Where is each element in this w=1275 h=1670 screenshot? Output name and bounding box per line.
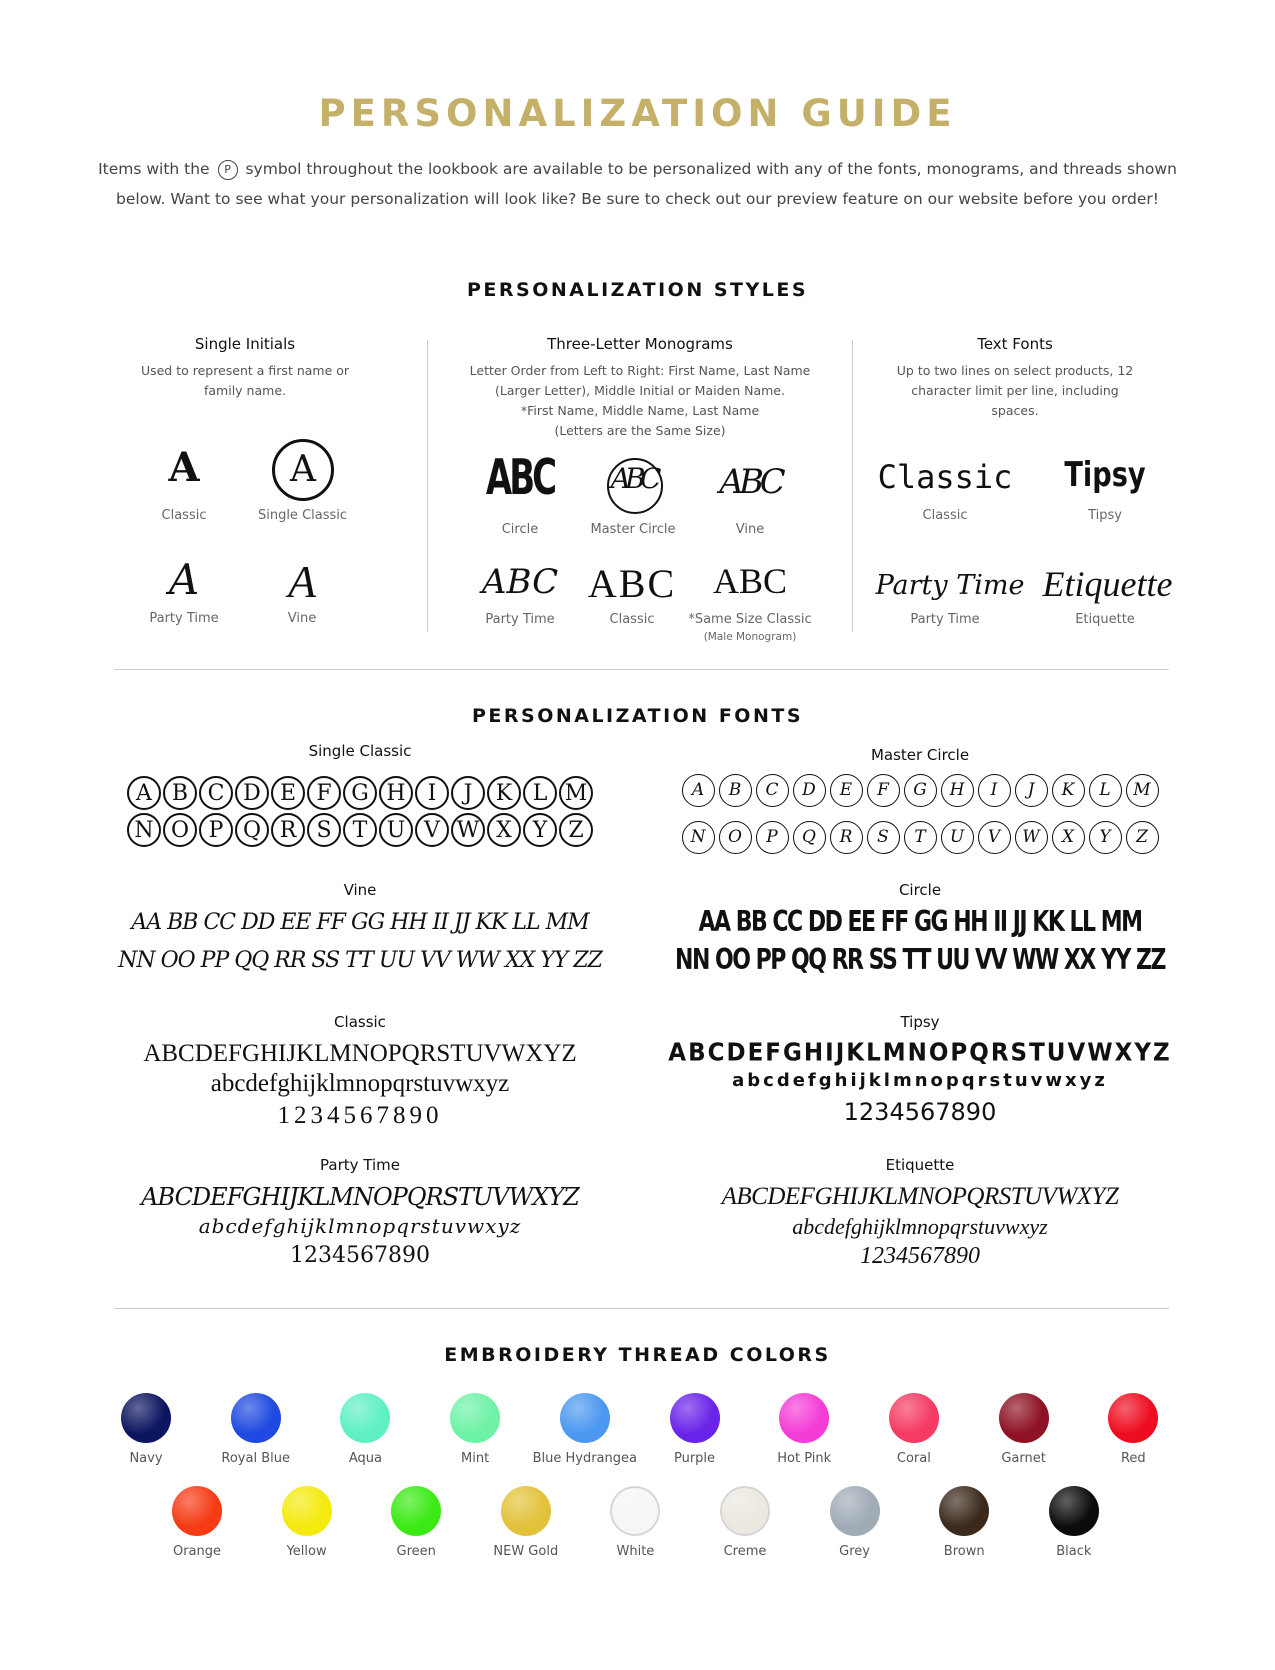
- font-sample-letter: N: [127, 813, 161, 847]
- font-sample-letter: Y: [523, 813, 557, 847]
- single-circle-sample: [272, 439, 334, 501]
- monogram-circle-sample: ABC: [485, 449, 555, 507]
- thread-swatch: [939, 1486, 989, 1536]
- thread-color-label: Purple: [673, 1451, 716, 1466]
- font-sample-letter: A: [127, 776, 161, 810]
- font-sample-letter: V: [978, 821, 1011, 854]
- thread-swatch: [121, 1393, 171, 1443]
- thread-color-item: [640, 1393, 750, 1466]
- text-tipsy-label: Tipsy: [1088, 508, 1122, 523]
- font-sample-letter: M: [1126, 774, 1159, 807]
- thread-color-label: Yellow: [286, 1544, 327, 1559]
- text-classic-sample: Classic: [877, 458, 1013, 496]
- thread-color-label: Red: [1120, 1451, 1146, 1466]
- font-sample-letter: K: [1052, 774, 1085, 807]
- intro-before: Items with the: [98, 160, 210, 178]
- column-divider: [852, 340, 853, 632]
- thread-color-item: [420, 1393, 530, 1466]
- thread-swatch: [391, 1486, 441, 1536]
- thread-color-item: [201, 1393, 311, 1466]
- font-single-classic-title: Single Classic: [308, 742, 412, 760]
- font-sample-letter: Z: [1126, 821, 1159, 854]
- thread-color-item: [909, 1486, 1019, 1559]
- font-sample-letter: T: [904, 821, 937, 854]
- thread-swatch: [779, 1393, 829, 1443]
- personalize-symbol-icon: P: [218, 160, 238, 180]
- font-single-classic-row1: [100, 776, 620, 810]
- monogram-samesize-label: *Same Size Classic: [688, 612, 812, 627]
- monogram-partytime-sample: ABC: [481, 562, 559, 602]
- thread-color-item: [1019, 1486, 1129, 1559]
- monograms-title: Three-Letter Monograms: [547, 335, 733, 353]
- monogram-samesize-sample: ABC: [712, 561, 788, 601]
- font-sample-letter: C: [756, 774, 789, 807]
- monogram-samesize-sublabel: (Male Monogram): [703, 631, 797, 643]
- thread-color-label: Hot Pink: [777, 1451, 832, 1466]
- text-partytime-sample: Party Time: [875, 570, 1025, 601]
- thread-swatch: [830, 1486, 880, 1536]
- font-sample-letter: B: [719, 774, 752, 807]
- monogram-master-circle-ring: [607, 458, 663, 514]
- threads-heading: EMBROIDERY THREAD COLORS: [444, 1344, 831, 1366]
- font-sample-letter: O: [719, 821, 752, 854]
- font-partytime-lower: abcdefghijklmnopqrstuvwxyz: [198, 1214, 522, 1238]
- section-divider: [114, 669, 1169, 670]
- monogram-classic-label: Classic: [609, 612, 655, 627]
- font-sample-letter: S: [867, 821, 900, 854]
- fonts-heading: PERSONALIZATION FONTS: [471, 705, 804, 727]
- font-sample-letter: R: [271, 813, 305, 847]
- font-sample-letter: I: [415, 776, 449, 810]
- thread-color-item: [310, 1393, 420, 1466]
- thread-swatch: [282, 1486, 332, 1536]
- thread-color-item: [361, 1486, 471, 1559]
- single-vine-sample: A: [287, 556, 317, 607]
- thread-swatch: [501, 1486, 551, 1536]
- font-sample-letter: K: [487, 776, 521, 810]
- font-partytime-digits: 1234567890: [290, 1243, 430, 1268]
- font-sample-letter: G: [904, 774, 937, 807]
- font-sample-letter: E: [830, 774, 863, 807]
- thread-color-label: White: [616, 1544, 655, 1559]
- intro-after: symbol throughout the lookbook are available to be personalized with any of the fonts, monograms, and threads shown below. Want to see what your personalization will look like? Be sure to check out our preview feature on our website before you order!: [116, 160, 1177, 208]
- thread-color-item: [1078, 1393, 1188, 1466]
- thread-swatch: [670, 1393, 720, 1443]
- thread-color-item: [800, 1486, 910, 1559]
- intro-text: [90, 154, 1185, 214]
- thread-color-item: [859, 1393, 969, 1466]
- styles-heading: PERSONALIZATION STYLES: [466, 279, 809, 301]
- font-vine-title: Vine: [343, 881, 377, 899]
- thread-swatch: [889, 1393, 939, 1443]
- font-sample-letter: P: [199, 813, 233, 847]
- text-fonts-desc: Up to two lines on select products, 12 character limit per line, including spaces.: [896, 363, 1134, 418]
- font-sample-letter: J: [1015, 774, 1048, 807]
- thread-color-label: Coral: [896, 1451, 931, 1466]
- font-sample-letter: F: [867, 774, 900, 807]
- font-master-circle-row1: [660, 774, 1180, 807]
- font-sample-letter: C: [199, 776, 233, 810]
- font-classic-lower: abcdefghijklmnopqrstuvwxyz: [210, 1070, 510, 1097]
- font-classic-digits: 1234567890: [277, 1102, 443, 1129]
- font-sample-letter: R: [830, 821, 863, 854]
- thread-swatch: [1049, 1486, 1099, 1536]
- thread-color-item: [530, 1393, 640, 1466]
- font-etiquette-title: Etiquette: [885, 1156, 955, 1174]
- font-sample-letter: M: [559, 776, 593, 810]
- thread-swatch: [560, 1393, 610, 1443]
- single-initials-desc: Used to represent a first name or family name.: [140, 363, 350, 398]
- font-partytime-upper: ABCDEFGHIJKLMNOPQRSTUVWXYZ: [141, 1183, 579, 1211]
- monogram-circle-label: Circle: [501, 522, 539, 537]
- font-sample-letter: X: [1052, 821, 1085, 854]
- thread-color-item: [252, 1486, 362, 1559]
- font-etiquette-upper: ABCDEFGHIJKLMNOPQRSTUVWXYZ: [721, 1183, 1119, 1210]
- thread-color-label: Creme: [723, 1544, 767, 1559]
- font-sample-letter: Z: [559, 813, 593, 847]
- font-classic-title: Classic: [334, 1013, 386, 1031]
- text-partytime-label: Party Time: [910, 612, 980, 627]
- font-sample-letter: U: [379, 813, 413, 847]
- thread-color-label: Garnet: [1001, 1451, 1046, 1466]
- font-classic-upper: ABCDEFGHIJKLMNOPQRSTUVWXYZ: [143, 1040, 577, 1067]
- font-circle-title: Circle: [898, 881, 942, 899]
- font-sample-letter: W: [451, 813, 485, 847]
- font-etiquette-lower: abcdefghijklmnopqrstuvwxyz: [792, 1214, 1048, 1239]
- column-divider: [427, 340, 428, 632]
- font-sample-letter: Q: [793, 821, 826, 854]
- monogram-master-circle-label: Master Circle: [590, 522, 676, 537]
- text-fonts-title: Text Fonts: [977, 335, 1053, 353]
- thread-swatch: [450, 1393, 500, 1443]
- thread-color-item: [91, 1393, 201, 1466]
- monograms-desc2: *First Name, Middle Name, Last Name: [520, 403, 760, 418]
- section-divider: [114, 1308, 1169, 1309]
- font-single-classic-row2: [100, 813, 620, 847]
- font-sample-letter: V: [415, 813, 449, 847]
- font-tipsy-upper: ABCDEFGHIJKLMNOPQRSTUVWXYZ: [668, 1038, 1172, 1068]
- font-sample-letter: N: [682, 821, 715, 854]
- font-sample-letter: I: [978, 774, 1011, 807]
- single-partytime-label: Party Time: [149, 611, 219, 626]
- thread-color-label: Navy: [129, 1451, 163, 1466]
- thread-color-label: Black: [1056, 1544, 1092, 1559]
- thread-color-label: NEW Gold: [493, 1544, 559, 1559]
- font-sample-letter: A: [682, 774, 715, 807]
- font-sample-letter: J: [451, 776, 485, 810]
- monogram-vine-label: Vine: [735, 522, 765, 537]
- thread-color-label: Aqua: [348, 1451, 382, 1466]
- monogram-partytime-label: Party Time: [485, 612, 555, 627]
- font-sample-letter: U: [941, 821, 974, 854]
- thread-color-item: [142, 1486, 252, 1559]
- single-classic-sample: A: [168, 444, 200, 491]
- font-sample-letter: F: [307, 776, 341, 810]
- font-master-circle-row2: [660, 821, 1180, 854]
- thread-color-label: Mint: [461, 1451, 490, 1466]
- text-etiquette-label: Etiquette: [1075, 612, 1135, 627]
- font-circle-row1: AA BB CC DD EE FF GG HH II JJ KK LL MM: [698, 906, 1142, 939]
- text-tipsy-sample: Tipsy: [1064, 455, 1146, 495]
- font-sample-letter: G: [343, 776, 377, 810]
- text-etiquette-sample: Etiquette: [1042, 564, 1173, 604]
- thread-color-item: [690, 1486, 800, 1559]
- monogram-classic-sample: ABC: [587, 561, 677, 606]
- font-sample-letter: D: [235, 776, 269, 810]
- thread-color-label: Blue Hydrangea: [532, 1451, 637, 1466]
- thread-row-2: [0, 1486, 1275, 1559]
- thread-swatch: [1108, 1393, 1158, 1443]
- monograms-desc1: Letter Order from Left to Right: First Name, Last Name (Larger Letter), Middle Initial or Maiden Name.: [469, 363, 811, 398]
- font-circle-row2: NN OO PP QQ RR SS TT UU VV WW XX YY ZZ: [675, 944, 1165, 977]
- thread-swatch: [231, 1393, 281, 1443]
- thread-color-item: [969, 1393, 1079, 1466]
- single-initials-title: Single Initials: [194, 335, 296, 353]
- thread-color-label: Green: [396, 1544, 436, 1559]
- thread-color-label: Royal Blue: [221, 1451, 290, 1466]
- font-sample-letter: S: [307, 813, 341, 847]
- single-partytime-sample: A: [168, 555, 200, 604]
- font-sample-letter: H: [941, 774, 974, 807]
- font-partytime-title: Party Time: [320, 1156, 400, 1174]
- thread-color-label: Brown: [943, 1544, 985, 1559]
- font-sample-letter: L: [1089, 774, 1122, 807]
- font-sample-letter: B: [163, 776, 197, 810]
- thread-swatch: [610, 1486, 660, 1536]
- thread-row-1: [0, 1393, 1275, 1466]
- thread-swatch: [172, 1486, 222, 1536]
- single-classic-label: Classic: [161, 508, 207, 523]
- font-etiquette-digits: 1234567890: [860, 1243, 980, 1269]
- font-sample-letter: L: [523, 776, 557, 810]
- text-classic-label: Classic: [922, 508, 968, 523]
- font-sample-letter: O: [163, 813, 197, 847]
- font-sample-letter: W: [1015, 821, 1048, 854]
- thread-swatch: [720, 1486, 770, 1536]
- single-circle-label: Single Classic: [257, 508, 348, 523]
- font-sample-letter: X: [487, 813, 521, 847]
- page-title: PERSONALIZATION GUIDE: [318, 92, 957, 135]
- thread-color-label: Grey: [839, 1544, 870, 1559]
- font-sample-letter: T: [343, 813, 377, 847]
- thread-swatch: [999, 1393, 1049, 1443]
- font-sample-letter: E: [271, 776, 305, 810]
- font-tipsy-title: Tipsy: [900, 1013, 940, 1031]
- font-sample-letter: H: [379, 776, 413, 810]
- font-vine-row1: AA BB CC DD EE FF GG HH II JJ KK LL MM: [131, 910, 589, 935]
- font-master-circle-title: Master Circle: [870, 746, 970, 764]
- thread-color-label: Orange: [172, 1544, 222, 1559]
- thread-swatch: [340, 1393, 390, 1443]
- font-vine-row2: NN OO PP QQ RR SS TT UU VV WW XX YY ZZ: [118, 948, 602, 973]
- monogram-vine-sample: ABC: [719, 462, 781, 502]
- monogram-master-circle-sample: ABC: [610, 462, 656, 495]
- font-sample-letter: P: [756, 821, 789, 854]
- single-circle-glyph: A: [290, 449, 316, 490]
- font-tipsy-lower: abcdefghijklmnopqrstuvwxyz: [732, 1070, 1108, 1091]
- thread-color-item: [580, 1486, 690, 1559]
- thread-color-item: [471, 1486, 581, 1559]
- font-tipsy-digits: 1234567890: [843, 1098, 997, 1126]
- single-vine-label: Vine: [287, 611, 317, 626]
- thread-color-item: [749, 1393, 859, 1466]
- font-sample-letter: Q: [235, 813, 269, 847]
- font-sample-letter: D: [793, 774, 826, 807]
- font-sample-letter: Y: [1089, 821, 1122, 854]
- monograms-desc3: (Letters are the Same Size): [554, 423, 726, 438]
